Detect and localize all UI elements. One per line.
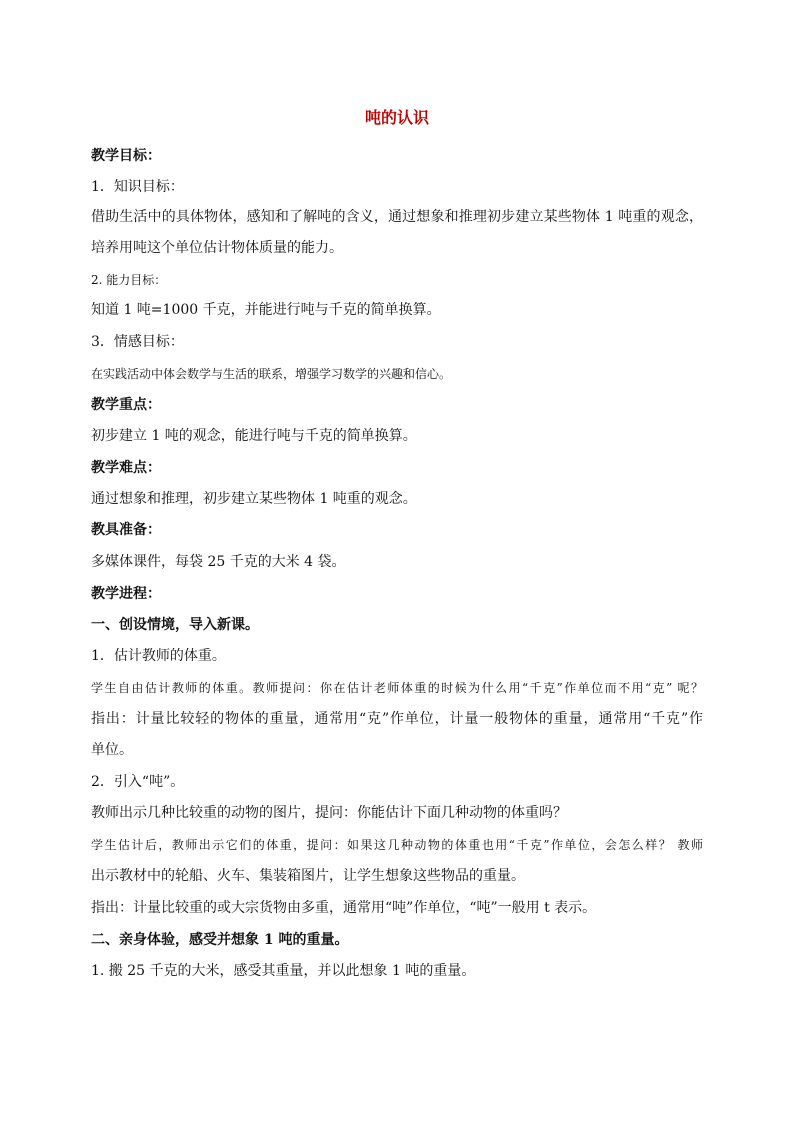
step-1-point-1: 指出：计量比较轻的物体的重量，通常用“克”作单位，计量一般物体的重量，通常用“千克”作 [91, 711, 703, 727]
heading-teaching-goals: 教学目标： [91, 148, 161, 164]
emotion-goal-text: 在实践活动中体会数学与生活的联系，增强学习数学的兴趣和信心。 [91, 367, 452, 381]
key-points-text: 初步建立 1 吨的观念，能进行吨与千克的简单换算。 [91, 428, 417, 444]
step-1-point-2: 单位。 [91, 742, 133, 758]
emotion-goal-label: 3．情感目标： [91, 334, 184, 350]
knowledge-goal-text-1: 借助生活中的具体物体，感知和了解吨的含义，通过想象和推理初步建立某些物体 1 吨重的观念， [91, 209, 703, 225]
section-1-heading: 一、创设情境，导入新课。 [91, 617, 259, 633]
document-title: 吨的认识 [364, 108, 429, 127]
heading-process: 教学进程： [91, 586, 161, 602]
step-2-text-1: 教师出示几种比较重的动物的图片，提问：你能估计下面几种动物的体重吗？ [91, 805, 567, 821]
step-2-text-3: 出示教材中的轮船、火车、集装箱图片，让学生想象这些物品的重量。 [91, 868, 525, 884]
step-1-question: 学生自由估计教师的体重。教师提问：你在估计老师体重的时候为什么用“千克”作单位而不用“克” 呢？ [91, 681, 703, 695]
materials-text: 多媒体课件，每袋 25 千克的大米 4 袋。 [91, 554, 346, 570]
ability-goal-label: 2. 能力目标： [91, 273, 167, 287]
heading-materials: 教具准备： [91, 522, 161, 538]
knowledge-goal-text-2: 培养用吨这个单位估计物体质量的能力。 [91, 240, 343, 256]
ability-goal-text: 知道 1 吨=1000 千克，并能进行吨与千克的简单换算。 [91, 302, 441, 318]
heading-difficulties: 教学难点： [91, 460, 161, 476]
step-2-point: 指出：计量比较重的或大宗货物由多重，通常用“吨”作单位，“吨”一般用 t 表示。 [91, 900, 597, 916]
section-2-step-1: 1. 搬 25 千克的大米，感受其重量，并以此想象 1 吨的重量。 [91, 963, 476, 979]
step-2-text-2: 学生估计后，教师出示它们的体重，提问：如果这几种动物的体重也用“千克”作单位，会怎么样？ 教师 [91, 838, 703, 852]
heading-key-points: 教学重点： [91, 397, 161, 413]
step-2-title: 2．引入“吨”。 [91, 774, 185, 790]
section-2-heading: 二、亲身体验，感受并想象 1 吨的重量。 [91, 932, 349, 948]
difficulties-text: 通过想象和推理，初步建立某些物体 1 吨重的观念。 [91, 491, 417, 507]
step-1-title: 1．估计教师的体重。 [91, 648, 226, 664]
knowledge-goal-label: 1．知识目标： [91, 179, 184, 195]
